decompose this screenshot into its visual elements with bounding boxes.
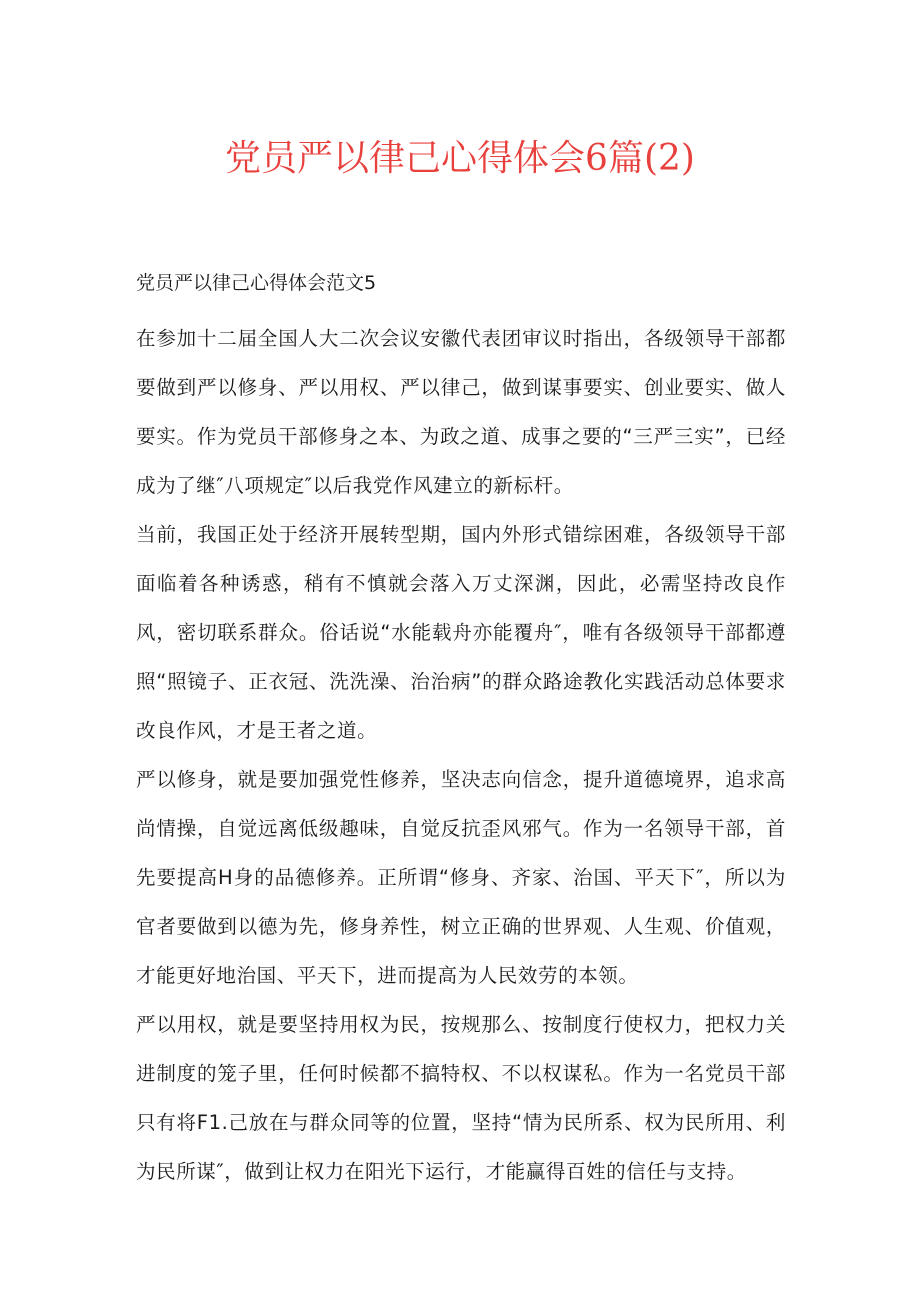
paragraph-4: 严以用权，就是要坚持用权为民，按规那么、按制度行使权力，把权力关进制度的笼子里，任何时候都不搞特权、不以权谋私。作为一名党员干部只有将F1.己放在与群众同等的位置，坚持“情为民所系、权为民所用、利为民所谋″，做到让权力在阳光下运行，才能赢得百姓的信任与支持。 <box>136 1013 786 1183</box>
paragraph-1: 在参加十二届全国人大二次会议安徽代表团审议时指出，各级领导干部都要做到严以修身、严以用权、严以律己，做到谋事要实、创业要实、做人要实。作为党员干部修身之本、为政之道、成事之要的“三严三实”，已经成为了继″八项规定″以后我党作风建立的新标杆。 <box>136 327 786 497</box>
paragraph-3: 严以修身，就是要加强党性修养，坚决志向信念，提升道德境界，追求高尚情操，自觉远离低级趣味，自觉反抗歪风邪气。作为一名领导干部，首先要提高H身的品德修养。正所谓“修身、齐家、治国、平天下″，所以为官者要做到以德为先，修身养性，树立正确的世界观、人生观、价值观，才能更好地治国、平天下，进而提高为人民效劳的本领。 <box>136 768 786 987</box>
document-title: 党员严以律己心得体会6篇(2) <box>225 138 695 179</box>
document-body <box>136 266 786 1196</box>
section-heading: 党员严以律己心得体会范文5 <box>136 272 377 294</box>
paragraph-2: 当前，我国正处于经济开展转型期，国内外形式错综困难，各级领导干部面临着各种诱惑，稍有不慎就会落入万丈深渊，因此，必需坚持改良作风，密切联系群众。俗话说“水能载舟亦能覆舟″，唯有各级领导干部都遵照“照镜子、正衣冠、洗洗澡、治治病”的群众路途教化实践活动总体要求改良作风，才是王者之道。 <box>136 523 786 742</box>
